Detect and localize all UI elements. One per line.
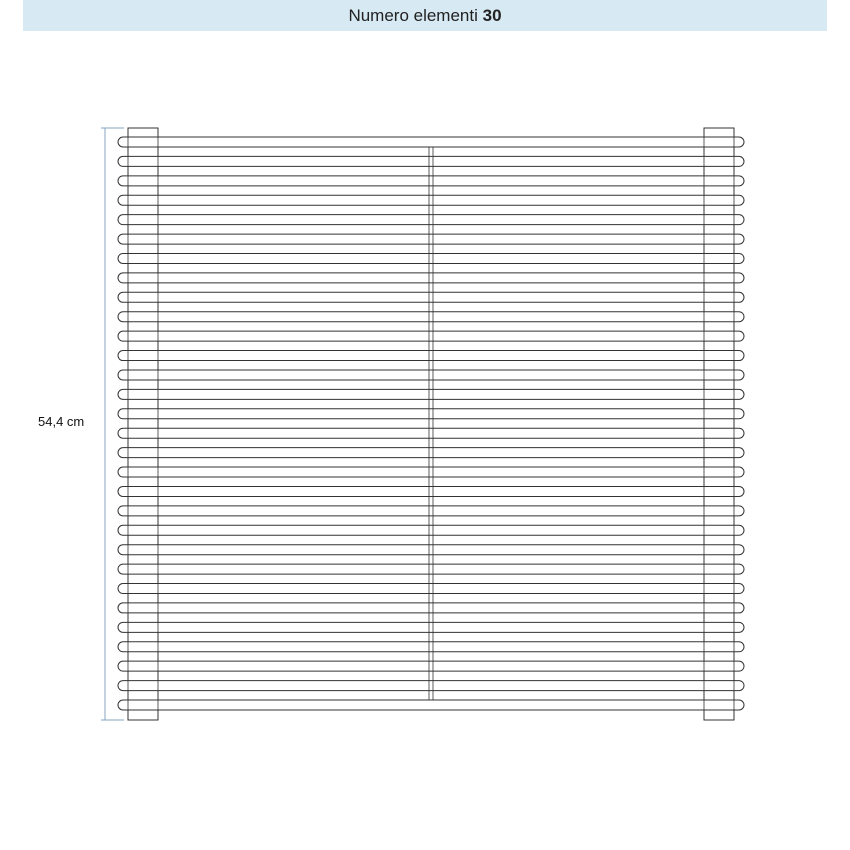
header-label: Numero elementi bbox=[348, 6, 478, 25]
radiator-tube bbox=[118, 467, 744, 477]
radiator-tube bbox=[118, 661, 744, 671]
radiator-tube bbox=[118, 215, 744, 225]
center-support bbox=[429, 147, 433, 700]
radiator-tube bbox=[118, 234, 744, 244]
radiator-tube bbox=[118, 389, 744, 399]
radiator-tube bbox=[118, 448, 744, 458]
radiator-tubes bbox=[118, 137, 744, 710]
radiator-tube bbox=[118, 700, 744, 710]
height-dimension-label: 54,4 cm bbox=[38, 414, 85, 429]
radiator-tube bbox=[118, 642, 744, 652]
radiator-tube bbox=[118, 506, 744, 516]
radiator-tube bbox=[118, 253, 744, 263]
radiator-tube bbox=[118, 273, 744, 283]
radiator-tube bbox=[118, 195, 744, 205]
radiator-tube bbox=[118, 370, 744, 380]
radiator-tube bbox=[118, 545, 744, 555]
radiator-tube bbox=[118, 137, 744, 147]
radiator-tube bbox=[118, 428, 744, 438]
radiator-tube bbox=[118, 681, 744, 691]
radiator-tube bbox=[118, 156, 744, 166]
radiator-tube bbox=[118, 292, 744, 302]
radiator-tube bbox=[118, 176, 744, 186]
radiator-tube bbox=[118, 564, 744, 574]
radiator-tube bbox=[118, 584, 744, 594]
radiator-tube bbox=[118, 486, 744, 496]
element-count: 30 bbox=[482, 6, 502, 25]
radiator-tube bbox=[118, 409, 744, 419]
radiator-tube bbox=[118, 351, 744, 361]
radiator-tube bbox=[118, 622, 744, 632]
radiator-tube bbox=[118, 312, 744, 322]
radiator-tube bbox=[118, 331, 744, 341]
radiator-tube bbox=[118, 603, 744, 613]
radiator-tube bbox=[118, 525, 744, 535]
